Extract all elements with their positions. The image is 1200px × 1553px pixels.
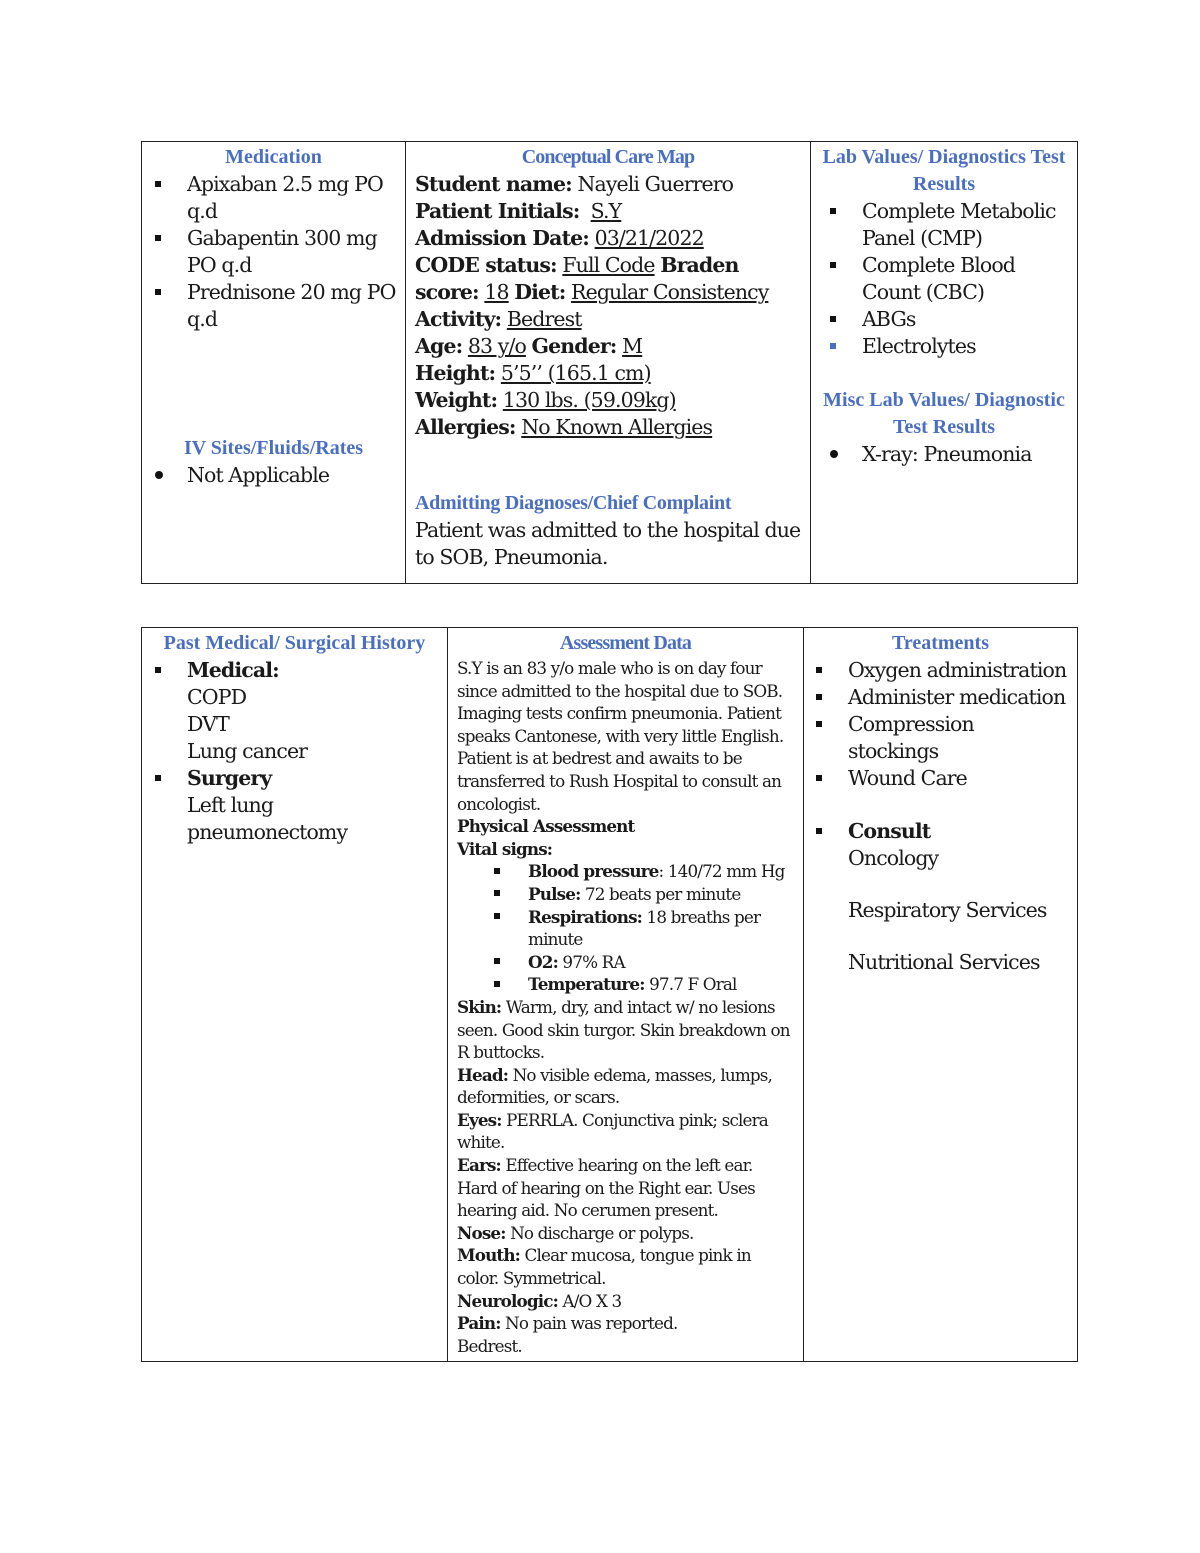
vital-signs-label: Vital signs: <box>457 838 553 859</box>
list-item: X-ray: Pneumonia <box>790 441 1068 468</box>
bullet-icon <box>155 171 177 198</box>
finding-eyes: Eyes: PERRLA. Conjunctiva pink; sclera white. <box>457 1109 768 1153</box>
medical-label: Medical: <box>187 658 279 682</box>
bullet-icon <box>816 711 838 738</box>
bullet-icon <box>494 951 516 974</box>
list-item: Blood pressure: 140/72 mm Hg <box>457 860 794 883</box>
list-item: Administer medication <box>776 684 1068 711</box>
assessment-summary: S.Y is an 83 y/o male who is on day four since admitted to the hospital due to SOB. Imaging tests confirm pneumonia. Patient speaks Cantonese, with very little English. Patient is at bedrest and awaits to be transferred to Rush Hospital to consult an oncologist. <box>457 658 784 814</box>
bullet-icon <box>494 973 516 996</box>
bullet-icon <box>830 252 852 279</box>
labs-title: Lab Values/ Diagnostics Test Results <box>822 146 1066 195</box>
bullet-icon <box>830 198 852 225</box>
consult-label: Consult <box>848 819 931 843</box>
care-map-table-top <box>141 141 1078 584</box>
assessment-title: Assessment Data <box>559 632 692 654</box>
code-status: CODE status: Full Code Braden score: 18 Diet: Regular Consistency <box>415 253 769 304</box>
list-item: Surgery Left lung pneumonectomy <box>115 765 438 846</box>
physical-assessment-label: Physical Assessment <box>457 816 635 837</box>
iv-title: IV Sites/Fluids/Rates <box>183 437 364 459</box>
bullet-icon <box>830 306 852 333</box>
finding-head: Head: No visible edema, masses, lumps, deformities, or scars. <box>457 1064 773 1108</box>
bullet-icon <box>830 333 852 360</box>
age-gender: Age: 83 y/o Gender: M <box>415 334 643 358</box>
history-cell <box>142 628 448 1362</box>
finding-ears: Ears: Effective hearing on the left ear. Hard of hearing on the Right ear. Uses hearing aid. No cerumen present. <box>457 1155 755 1221</box>
bullet-icon <box>155 657 177 684</box>
care-map-cell <box>406 142 811 584</box>
treatments-title: Treatments <box>891 632 989 654</box>
assessment-closing: Bedrest. <box>457 1335 522 1356</box>
list-item: Medical: COPD DVT Lung cancer <box>115 657 438 765</box>
history-list <box>115 657 438 846</box>
bullet-icon <box>494 883 516 906</box>
medication-cell <box>142 142 406 584</box>
list-item: Electrolytes <box>790 333 1068 360</box>
surgery-label: Surgery <box>187 766 272 790</box>
iv-list <box>115 462 396 489</box>
care-map-title: Conceptual Care Map <box>521 146 695 168</box>
care-map-table-bottom <box>141 627 1078 1362</box>
list-item: Complete Blood Count (CBC) <box>790 252 1068 306</box>
consult-list <box>776 818 1068 976</box>
list-item: Temperature: 97.7 F Oral <box>457 973 794 996</box>
labs-list <box>790 198 1068 360</box>
bullet-icon <box>494 860 516 883</box>
bullet-icon <box>155 765 177 792</box>
bullet-icon <box>155 279 177 306</box>
bullet-icon <box>816 684 838 711</box>
list-item: Consult Oncology Respiratory Services Nutritional Services <box>776 818 1068 976</box>
list-item: Respirations: 18 breaths per minute <box>457 906 794 951</box>
treatments-list <box>776 657 1068 792</box>
weight: Weight: 130 lbs. (59.09kg) <box>415 388 676 412</box>
list-item: O2: 97% RA <box>457 951 794 974</box>
history-title: Past Medical/ Surgical History <box>163 632 426 654</box>
bullet-icon <box>494 906 516 929</box>
diagnoses-text: Patient was admitted to the hospital due to SOB, Pneumonia. <box>415 518 801 569</box>
assessment-cell <box>448 628 804 1362</box>
finding-mouth: Mouth: Clear mucosa, tongue pink in color. Symmetrical. <box>457 1245 751 1289</box>
labs-cell <box>811 142 1078 584</box>
list-item: Gabapentin 300 mg PO q.d <box>115 225 396 279</box>
finding-skin: Skin: Warm, dry, and intact w/ no lesions seen. Good skin turgor. Skin breakdown on R buttocks. <box>457 996 790 1063</box>
list-item: Not Applicable <box>115 462 396 489</box>
list-item: Compression stockings <box>776 711 1068 765</box>
bullet-icon <box>816 657 838 684</box>
student-name: Student name: Nayeli Guerrero <box>415 172 734 196</box>
list-item: Oxygen administration <box>776 657 1068 684</box>
allergies: Allergies: No Known Allergies <box>415 415 713 439</box>
list-item: Apixaban 2.5 mg PO q.d <box>115 171 396 225</box>
finding-pain: Pain: No pain was reported. <box>457 1313 678 1334</box>
vitals-list <box>457 860 794 996</box>
bullet-icon <box>830 441 852 468</box>
misc-labs-title: Misc Lab Values/ Diagnostic Test Results <box>823 389 1065 438</box>
bullet-icon <box>816 818 838 845</box>
misc-labs-list <box>790 441 1068 468</box>
list-item: Wound Care <box>776 765 1068 792</box>
diagnoses-title: Admitting Diagnoses/Chief Complaint <box>415 492 732 514</box>
treatments-cell <box>804 628 1078 1362</box>
list-item: Prednisone 20 mg PO q.d <box>115 279 396 333</box>
bullet-icon <box>155 225 177 252</box>
finding-neurologic: Neurologic: A/O X 3 <box>457 1290 622 1311</box>
bullet-icon <box>816 765 838 792</box>
activity: Activity: Bedrest <box>415 307 582 331</box>
list-item: Pulse: 72 beats per minute <box>457 883 794 906</box>
patient-initials: Patient Initials: S.Y <box>415 199 622 223</box>
bullet-icon <box>155 462 177 489</box>
height: Height: 5’5’’ (165.1 cm) <box>415 361 651 385</box>
medication-title: Medication <box>225 146 322 168</box>
finding-nose: Nose: No discharge or polyps. <box>457 1222 694 1243</box>
list-item: Complete Metabolic Panel (CMP) <box>790 198 1068 252</box>
admission-date: Admission Date: 03/21/2022 <box>415 226 704 250</box>
medication-list <box>115 171 396 333</box>
list-item: ABGs <box>790 306 1068 333</box>
